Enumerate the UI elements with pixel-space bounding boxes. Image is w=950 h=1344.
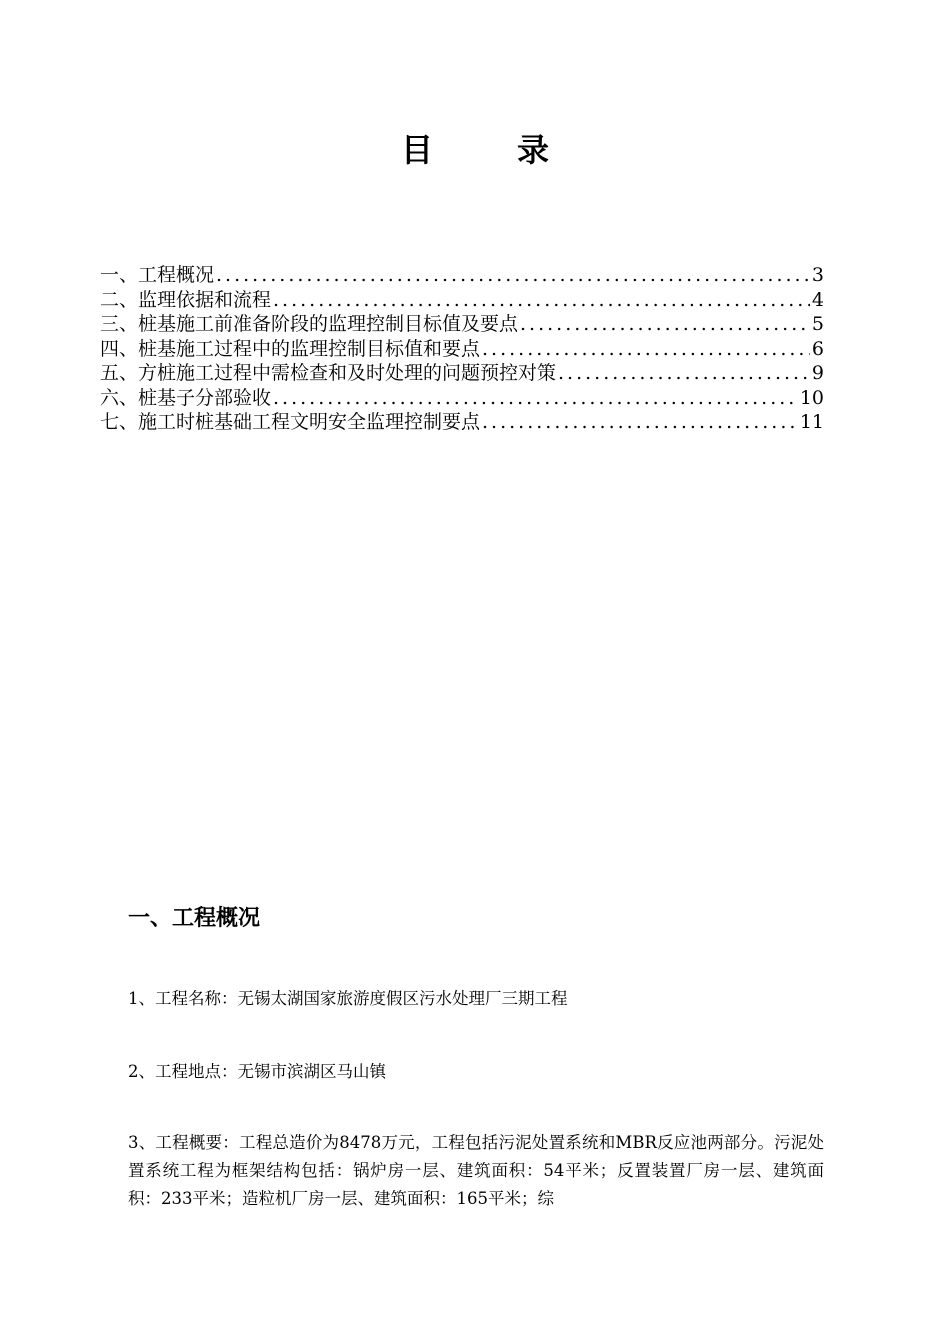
toc-entry-label: 二、监理依据和流程 — [100, 288, 272, 311]
table-of-contents — [100, 263, 824, 435]
paragraph-project-name: 1、工程名称：无锡太湖国家旅游度假区污水处理厂三期工程 — [128, 989, 568, 1008]
toc-entry[interactable] — [100, 410, 824, 435]
toc-title: 目 录 — [400, 131, 575, 169]
paragraph-project-summary: 3、工程概要：工程总造价为8478万元，工程包括污泥处置系统和MBR反应池两部分。污泥处置系统工程为框架结构包括：锅炉房一层、建筑面积：54平米；反置装置厂房一层、建筑面积：233平米；造粒机厂房一层、建筑面积：165平米；综 — [128, 1133, 824, 1208]
toc-entry[interactable] — [100, 386, 824, 411]
toc-entry-label: 四、桩基施工过程中的监理控制目标值和要点 — [100, 337, 481, 360]
toc-entry-page: 9 — [811, 362, 824, 384]
toc-entry-page: 11 — [799, 411, 824, 433]
toc-leader-dots — [482, 410, 798, 435]
section-heading: 一、工程概况 — [128, 906, 261, 931]
toc-entry[interactable] — [100, 337, 824, 362]
toc-leader-dots — [273, 288, 810, 313]
toc-entry[interactable] — [100, 312, 824, 337]
toc-leader-dots — [216, 263, 810, 288]
toc-entry[interactable] — [100, 361, 824, 386]
toc-entry-page: 10 — [799, 386, 824, 409]
toc-leader-dots — [482, 337, 810, 362]
toc-entry-label: 一、工程概况 — [100, 264, 215, 286]
toc-entry-page: 6 — [811, 337, 824, 360]
toc-entry-page: 3 — [811, 264, 824, 286]
toc-entry[interactable] — [100, 263, 824, 288]
toc-entry-label: 三、桩基施工前准备阶段的监理控制目标值及要点 — [100, 313, 519, 335]
toc-entry-label: 五、方桩施工过程中需检查和及时处理的问题预控对策 — [100, 362, 557, 384]
toc-entry-label: 六、桩基子分部验收 — [100, 386, 272, 409]
toc-leader-dots — [558, 361, 810, 386]
toc-entry[interactable] — [100, 288, 824, 313]
toc-leader-dots — [273, 386, 798, 411]
toc-entry-label: 七、施工时桩基础工程文明安全监理控制要点 — [100, 411, 481, 433]
paragraph-project-location: 2、工程地点：无锡市滨湖区马山镇 — [128, 1062, 386, 1081]
toc-leader-dots — [520, 312, 810, 337]
toc-entry-page: 5 — [811, 313, 824, 335]
toc-entry-page: 4 — [811, 288, 824, 311]
